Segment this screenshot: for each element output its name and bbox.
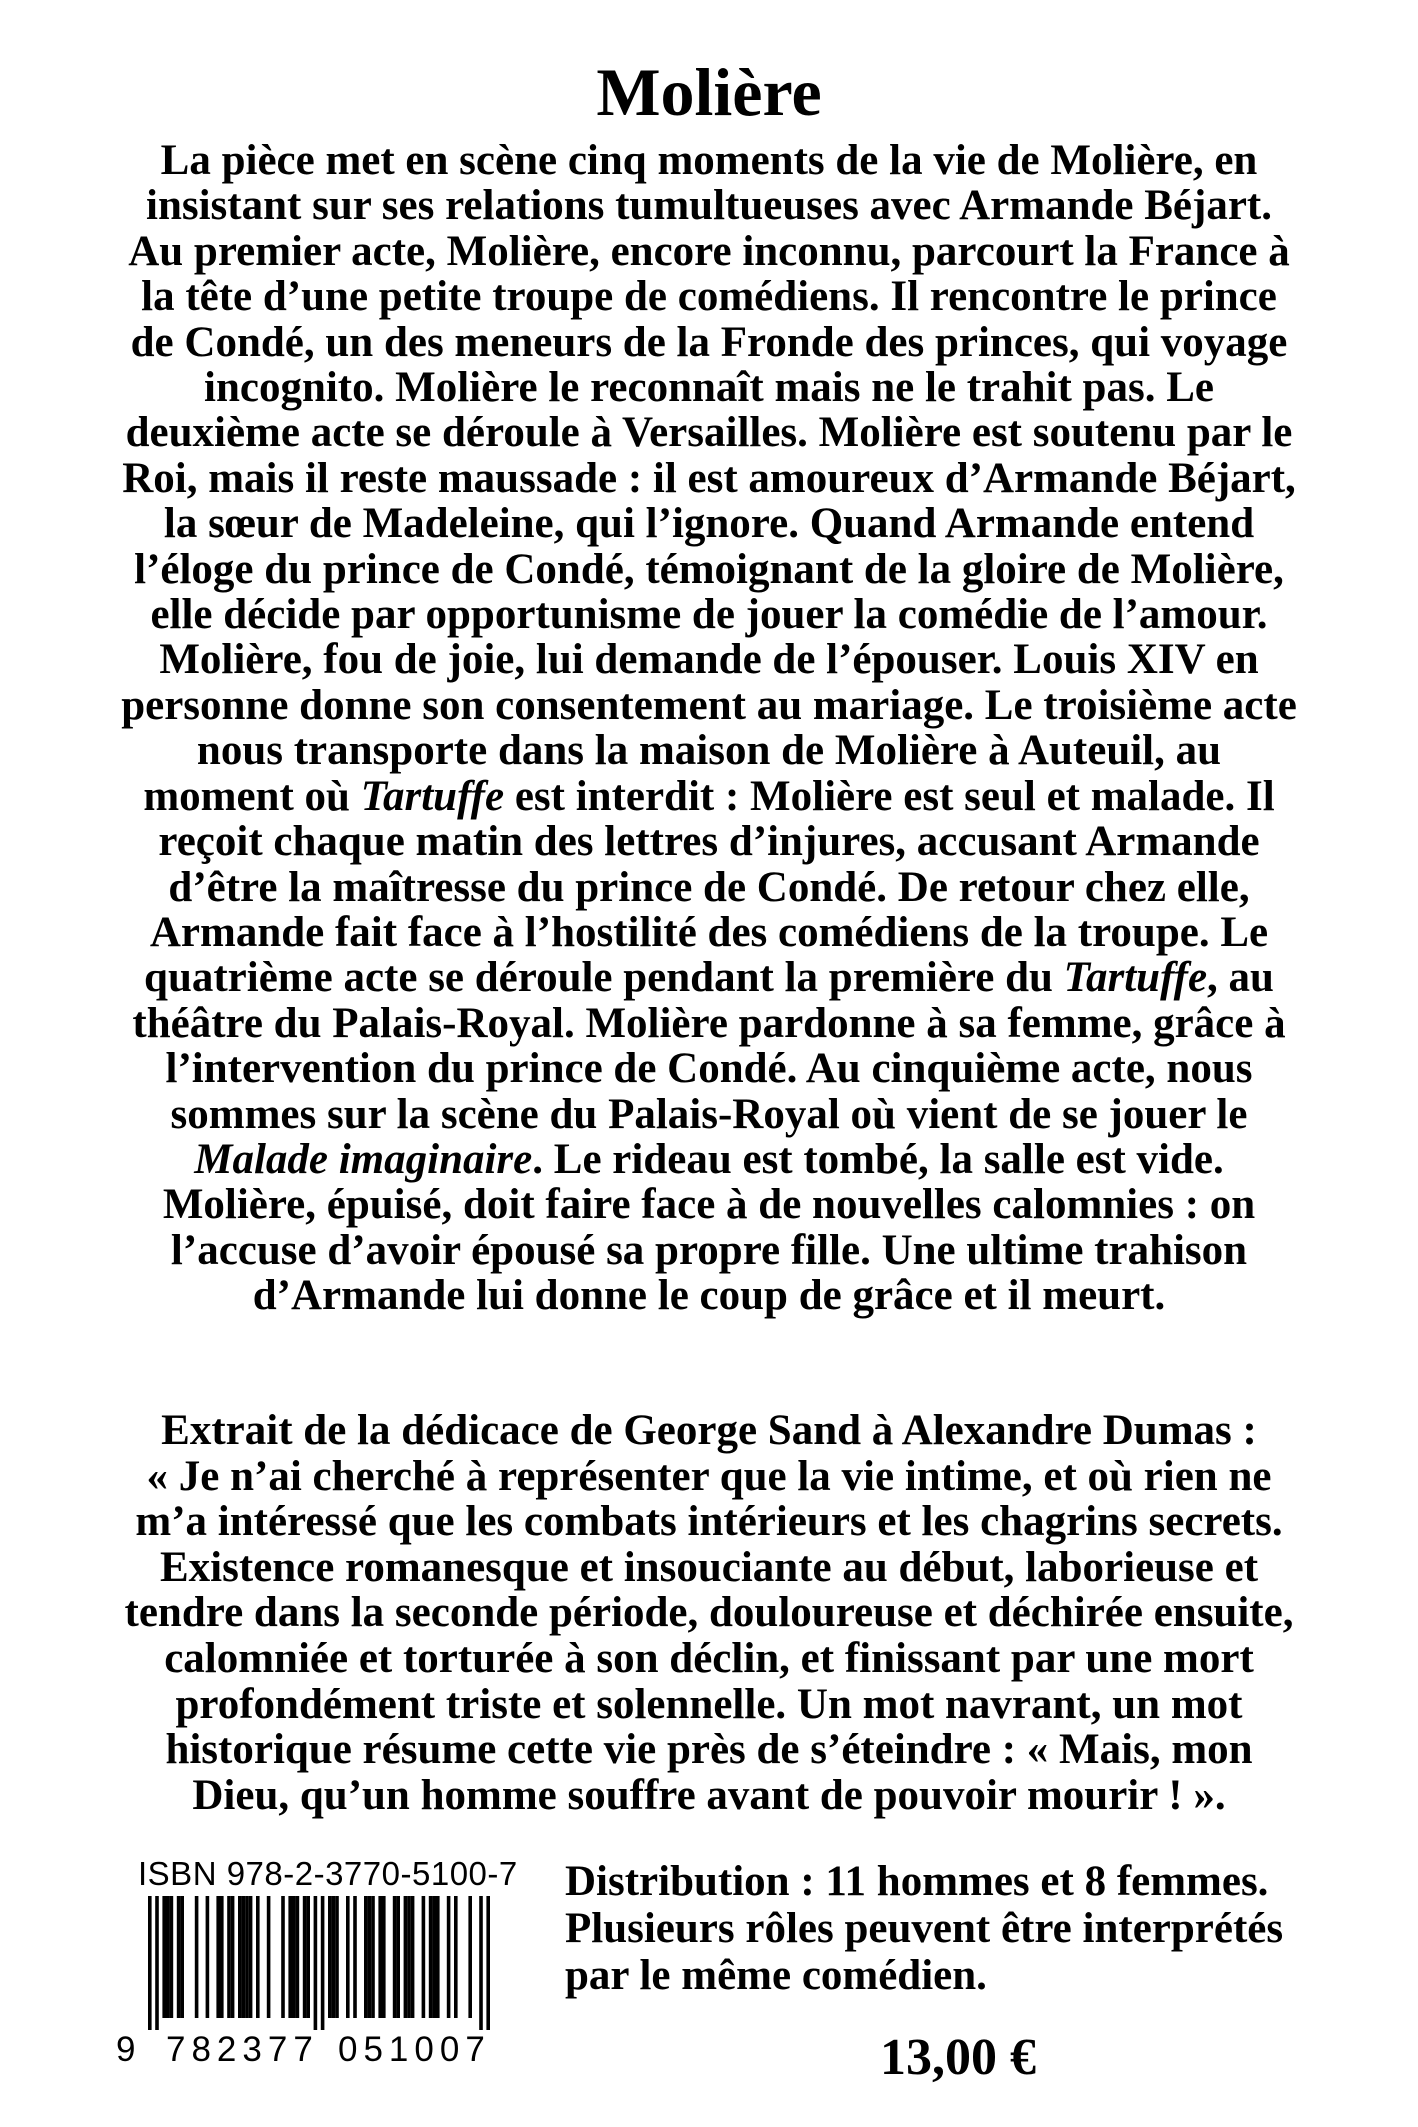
synopsis-line: théâtre du Palais-Royal. Molière pardonne à sa femme, grâce à bbox=[132, 999, 1286, 1047]
barcode-bar bbox=[382, 1896, 386, 2018]
barcode-bar bbox=[378, 1896, 382, 2018]
barcode-bar bbox=[227, 1896, 231, 2018]
play-title: Tartuffe bbox=[360, 772, 505, 820]
synopsis-line: moment où Tartuffe est interdit : Molière est seul et malade. Il bbox=[143, 772, 1275, 820]
barcode-bar bbox=[328, 1896, 332, 2018]
barcode-bar bbox=[332, 1896, 336, 2018]
barcode-bar bbox=[180, 1896, 184, 2018]
synopsis-line: de Condé, un des meneurs de la Fronde des princes, qui voyage bbox=[130, 318, 1288, 366]
synopsis-line: la tête d’une petite troupe de comédiens. Il rencontre le prince bbox=[141, 273, 1277, 321]
barcode-bar bbox=[288, 1896, 292, 2018]
barcode-bar bbox=[371, 1896, 375, 2018]
barcode-bar bbox=[335, 1896, 339, 2018]
barcode-bar bbox=[486, 1896, 490, 2030]
barcode-first-digit: 9 bbox=[116, 2030, 136, 2069]
synopsis-line: Molière, épuisé, doit faire face à de nouvelles calomnies : on bbox=[162, 1181, 1256, 1229]
synopsis-line: la sœur de Madeleine, qui l’ignore. Quand Armande entend bbox=[163, 500, 1255, 548]
synopsis-line: Malade imaginaire. Le rideau est tombé, la salle est vide. bbox=[194, 1135, 1224, 1183]
distribution-line: Plusieurs rôles peuvent être interprétés bbox=[565, 1905, 1284, 1952]
cast-distribution bbox=[565, 1858, 1365, 1999]
book-title: Molière bbox=[596, 54, 822, 130]
dedication-line: « Je n’ai cherché à représenter que la vie intime, et où rien ne bbox=[146, 1452, 1272, 1500]
synopsis-paragraph bbox=[60, 138, 1358, 1319]
barcode-bar bbox=[177, 1896, 181, 2018]
barcode-bar bbox=[479, 1896, 483, 2030]
synopsis-line: deuxième acte se déroule à Versailles. Molière est soutenu par le bbox=[125, 409, 1293, 457]
synopsis-line: La pièce met en scène cinq moments de la vie de Molière, en bbox=[160, 137, 1258, 184]
barcode-right-group: 051007 bbox=[338, 2030, 491, 2069]
barcode-bar bbox=[393, 1896, 397, 2018]
synopsis-line: Armande fait face à l’hostilité des comédiens de la troupe. Le bbox=[149, 908, 1269, 956]
synopsis-line: sommes sur la scène du Palais-Royal où vient de se jouer le bbox=[170, 1090, 1248, 1138]
synopsis-line: Roi, mais il reste maussade : il est amoureux d’Armande Béjart, bbox=[122, 454, 1296, 502]
synopsis-line: Au premier acte, Molière, encore inconnu, parcourt la France à bbox=[128, 227, 1290, 275]
synopsis-line: reçoit chaque matin des lettres d’injures, accusant Armande bbox=[158, 818, 1260, 866]
barcode-bar bbox=[148, 1896, 152, 2030]
dedication-excerpt bbox=[60, 1408, 1358, 1818]
barcode-bar bbox=[220, 1896, 224, 2018]
dedication-line: historique résume cette vie près de s’éteindre : « Mais, mon bbox=[165, 1726, 1253, 1774]
dedication-line: calomniée et torturée à son déclin, et finissant par une mort bbox=[164, 1634, 1254, 1682]
barcode-bar bbox=[170, 1896, 174, 2018]
synopsis-line: incognito. Molière le reconnaît mais ne le trahit pas. Le bbox=[204, 364, 1214, 412]
barcode-bar bbox=[238, 1896, 242, 2018]
barcode-bar bbox=[407, 1896, 411, 2018]
synopsis-line: d’être la maîtresse du prince de Condé. De retour chez elle, bbox=[168, 863, 1250, 911]
distribution-line: Distribution : 11 hommes et 8 femmes. bbox=[565, 1858, 1269, 1905]
synopsis-line: personne donne son consentement au mariage. Le troisième acte bbox=[121, 681, 1297, 729]
barcode-bar bbox=[303, 1896, 307, 2018]
dedication-line: m’a intéressé que les combats intérieurs et les chagrins secrets. bbox=[135, 1498, 1283, 1546]
barcode-bar bbox=[396, 1896, 400, 2018]
play-title: Tartuffe bbox=[1063, 954, 1208, 1002]
barcode-left-group: 782377 bbox=[166, 2030, 319, 2069]
distribution-line: par le même comédien. bbox=[565, 1952, 987, 1999]
barcode-bar bbox=[432, 1896, 436, 2018]
synopsis-line: nous transporte dans la maison de Molière à Auteuil, au bbox=[196, 727, 1222, 775]
barcode-bar bbox=[166, 1896, 170, 2018]
barcode-bar bbox=[314, 1896, 318, 2030]
synopsis-line: l’éloge du prince de Condé, témoignant de la gloire de Molière, bbox=[134, 545, 1284, 593]
barcode-bar bbox=[468, 1896, 472, 2018]
dedication-line: profondément triste et solennelle. Un mot navrant, un mot bbox=[175, 1680, 1243, 1728]
barcode-bar bbox=[368, 1896, 372, 2018]
barcode-bar bbox=[411, 1896, 415, 2018]
isbn-number: ISBN 978-2-3770-5100-7 bbox=[138, 1855, 518, 1892]
dedication-line: Extrait de la dédicace de George Sand à Alexandre Dumas : bbox=[161, 1407, 1257, 1454]
barcode-bar bbox=[195, 1896, 199, 2018]
barcode-bar bbox=[436, 1896, 440, 2018]
barcode-bar bbox=[162, 1896, 166, 2018]
barcode-bar bbox=[321, 1896, 325, 2030]
barcode-bar bbox=[242, 1896, 246, 2018]
synopsis-line: Molière, fou de joie, lui demande de l’épouser. Louis XIV en bbox=[159, 636, 1259, 684]
synopsis-line: insistant sur ses relations tumultueuses avec Armande Béjart. bbox=[146, 182, 1272, 230]
price-label: 13,00 € bbox=[880, 2029, 1036, 2086]
barcode-bar bbox=[155, 1896, 159, 2030]
barcode-bar bbox=[216, 1896, 220, 2018]
barcode-bar bbox=[296, 1896, 300, 2018]
barcode-bar bbox=[447, 1896, 451, 2018]
isbn-barcode bbox=[116, 1856, 518, 2076]
barcode-bar bbox=[267, 1896, 271, 2018]
synopsis-line: d’Armande lui donne le coup de grâce et il meurt. bbox=[252, 1272, 1166, 1320]
barcode-bar bbox=[206, 1896, 210, 2018]
barcode-bar bbox=[404, 1896, 408, 2018]
synopsis-line: elle décide par opportunisme de jouer la comédie de l’amour. bbox=[150, 591, 1268, 639]
barcode-bars bbox=[116, 1896, 518, 2030]
barcode-bar bbox=[256, 1896, 260, 2018]
barcode-bar bbox=[422, 1896, 426, 2018]
barcode-bar bbox=[292, 1896, 296, 2018]
synopsis-line: l’accuse d’avoir épousé sa propre fille. Une ultime trahison bbox=[170, 1226, 1248, 1274]
barcode-bar bbox=[249, 1896, 253, 2018]
barcode-bar bbox=[364, 1896, 368, 2018]
synopsis-line: quatrième acte se déroule pendant la première du Tartuffe, au bbox=[144, 954, 1274, 1002]
synopsis-line: l’intervention du prince de Condé. Au cinquième acte, nous bbox=[165, 1045, 1253, 1093]
dedication-line: tendre dans la seconde période, douloureuse et déchirée ensuite, bbox=[124, 1589, 1294, 1637]
dedication-line: Existence romanesque et insouciante au début, laborieuse et bbox=[159, 1543, 1259, 1591]
barcode-bar bbox=[353, 1896, 357, 2018]
barcode-bar bbox=[231, 1896, 235, 2018]
barcode-bar bbox=[429, 1896, 433, 2018]
barcode-bar bbox=[281, 1896, 285, 2018]
play-title: Malade imaginaire bbox=[194, 1135, 533, 1183]
barcode-bar bbox=[245, 1896, 249, 2018]
barcode-bar bbox=[454, 1896, 458, 2018]
barcode-bar bbox=[306, 1896, 310, 2018]
dedication-line: Dieu, qu’un homme souffre avant de pouvoir mourir ! ». bbox=[192, 1771, 1226, 1819]
barcode-bar bbox=[346, 1896, 350, 2018]
